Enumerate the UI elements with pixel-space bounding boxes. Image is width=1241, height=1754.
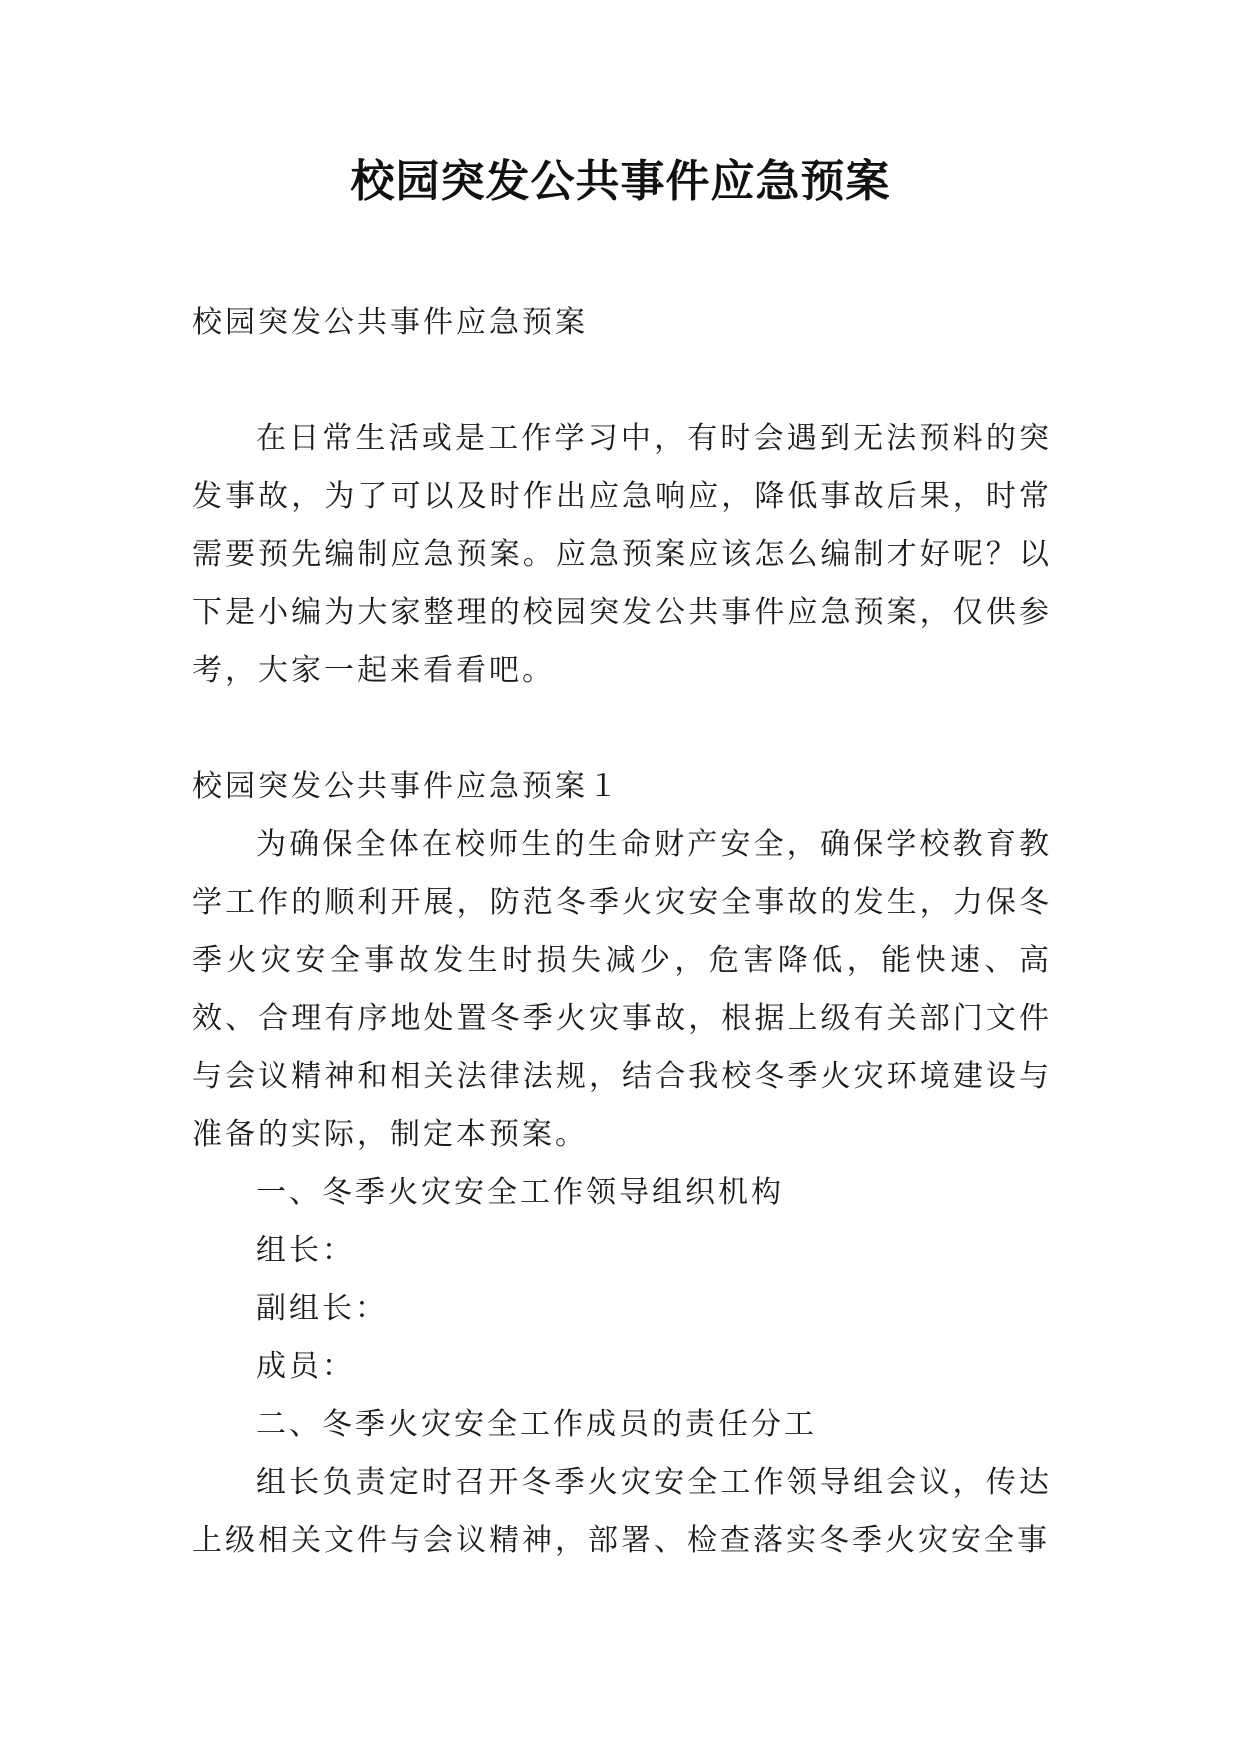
document-body (192, 294, 1052, 1570)
section-heading: 校园突发公共事件应急预案１ (192, 769, 621, 804)
members-line: 成员： (256, 1349, 355, 1384)
paragraph-purpose: 为确保全体在校师生的生命财产安全，确保学校教育教学工作的顺利开展，防范冬季火灾安全事故的发生，力保冬季火灾安全事故发生时损失减少，危害降低，能快速、高效、合理有序地处置冬季火灾事故，根据上级有关部门文件与会议精神和相关法律法规，结合我校冬季火灾环境建设与准备的实际，制定本预案。 (192, 827, 1052, 1152)
spacer (192, 352, 1052, 410)
document-subtitle: 校园突发公共事件应急预案 (192, 305, 588, 340)
deputy-leader-line: 副组长： (256, 1291, 388, 1326)
heading-organization: 一、冬季火灾安全工作领导组织机构 (256, 1175, 784, 1210)
leader-line: 组长： (256, 1233, 355, 1268)
heading-responsibilities: 二、冬季火灾安全工作成员的责任分工 (256, 1407, 817, 1442)
intro-paragraph: 在日常生活或是工作学习中，有时会遇到无法预料的突发事故，为了可以及时作出应急响应，降低事故后果，时常需要预先编制应急预案。应急预案应该怎么编制才好呢？以下是小编为大家整理的校园突发公共事件应急预案，仅供参考，大家一起来看看吧。 (192, 421, 1052, 688)
paragraph-responsibilities: 组长负责定时召开冬季火灾安全工作领导组会议，传达上级相关文件与会议精神，部署、检查落实冬季火灾安全事 (192, 1465, 1052, 1558)
document-title: 校园突发公共事件应急预案 (350, 156, 891, 207)
spacer (192, 700, 1052, 758)
